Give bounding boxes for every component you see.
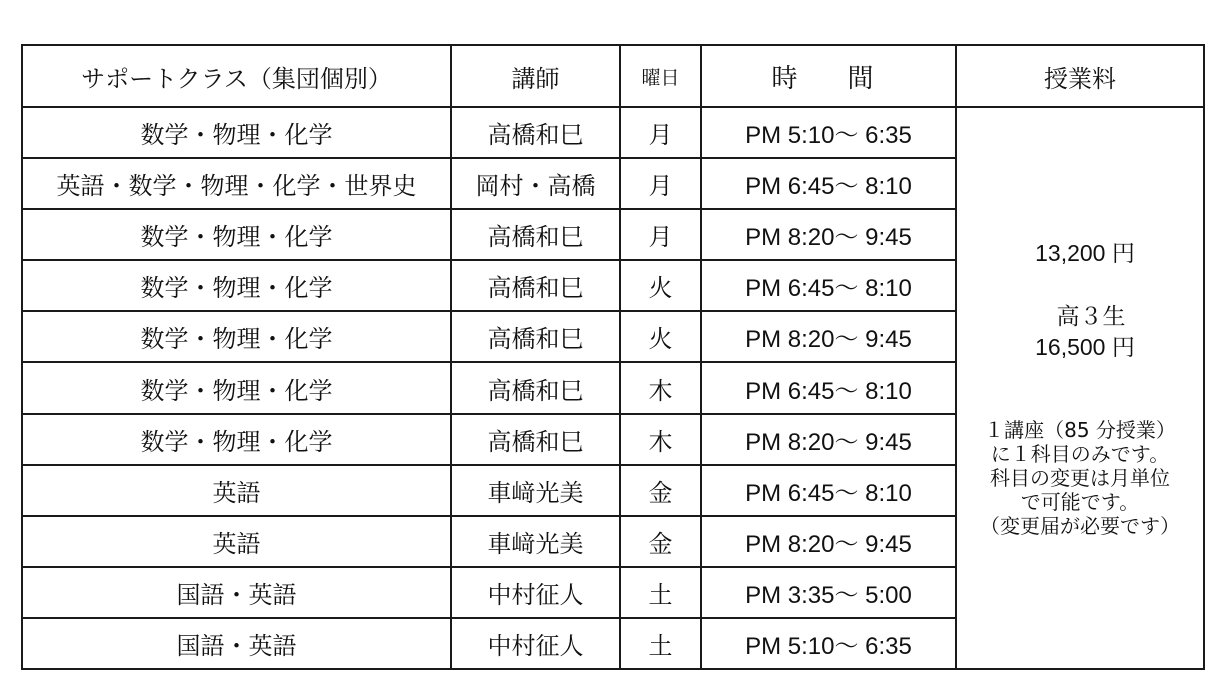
subject-cell: 英語 <box>22 516 451 567</box>
header-fee: 授業料 <box>956 45 1204 107</box>
header-time: 時 間 <box>701 45 956 107</box>
header-row <box>22 45 1204 107</box>
time-cell: PM 6:45〜 8:10 <box>701 260 956 311</box>
teacher-cell: 高橋和巳 <box>451 209 620 260</box>
subject-cell: 数学・物理・化学 <box>22 311 451 362</box>
teacher-cell: 高橋和巳 <box>451 107 620 158</box>
class-schedule-table <box>21 44 1205 670</box>
teacher-cell: 高橋和巳 <box>451 260 620 311</box>
subject-cell: 数学・物理・化学 <box>22 362 451 413</box>
teacher-cell: 中村征人 <box>451 567 620 618</box>
subject-cell: 数学・物理・化学 <box>22 107 451 158</box>
teacher-cell: 中村征人 <box>451 618 620 669</box>
teacher-cell: 岡村・高橋 <box>451 158 620 209</box>
subject-cell: 数学・物理・化学 <box>22 260 451 311</box>
time-cell: PM 8:20〜 9:45 <box>701 516 956 567</box>
header-class: サポートクラス（集団個別） <box>22 45 451 107</box>
day-cell: 金 <box>620 516 701 567</box>
day-cell: 火 <box>620 311 701 362</box>
day-cell: 木 <box>620 414 701 465</box>
teacher-cell: 高橋和巳 <box>451 362 620 413</box>
fee-cell <box>956 107 1204 669</box>
day-cell: 木 <box>620 362 701 413</box>
day-cell: 火 <box>620 260 701 311</box>
subject-cell: 英語・数学・物理・化学・世界史 <box>22 158 451 209</box>
day-cell: 土 <box>620 567 701 618</box>
header-teacher: 講師 <box>451 45 620 107</box>
time-cell: PM 5:10〜 6:35 <box>701 107 956 158</box>
subject-cell: 英語 <box>22 465 451 516</box>
time-cell: PM 8:20〜 9:45 <box>701 209 956 260</box>
day-cell: 月 <box>620 209 701 260</box>
time-cell: PM 6:45〜 8:10 <box>701 158 956 209</box>
fee-price: 13,200 円 <box>1035 240 1135 267</box>
time-cell: PM 6:45〜 8:10 <box>701 465 956 516</box>
time-cell: PM 5:10〜 6:35 <box>701 618 956 669</box>
time-cell: PM 8:20〜 9:45 <box>701 414 956 465</box>
table-row <box>22 107 1204 158</box>
time-cell: PM 3:35〜 5:00 <box>701 567 956 618</box>
subject-cell: 数学・物理・化学 <box>22 209 451 260</box>
time-cell: PM 8:20〜 9:45 <box>701 311 956 362</box>
time-cell: PM 6:45〜 8:10 <box>701 362 956 413</box>
teacher-cell: 高橋和巳 <box>451 311 620 362</box>
subject-cell: 数学・物理・化学 <box>22 414 451 465</box>
day-cell: 土 <box>620 618 701 669</box>
teacher-cell: 車﨑光美 <box>451 465 620 516</box>
teacher-cell: 高橋和巳 <box>451 414 620 465</box>
teacher-cell: 車﨑光美 <box>451 516 620 567</box>
header-day: 曜日 <box>620 45 701 107</box>
day-cell: 月 <box>620 107 701 158</box>
subject-cell: 国語・英語 <box>22 618 451 669</box>
fee-grade-price: 16,500 円 <box>1035 334 1135 361</box>
day-cell: 金 <box>620 465 701 516</box>
subject-cell: 国語・英語 <box>22 567 451 618</box>
day-cell: 月 <box>620 158 701 209</box>
fee-grade-label: 高３生 <box>1056 304 1126 331</box>
fee-note: １講座（85 分授業） に１科目のみです。 科目の変更は月単位 で可能です。 （変更届が必要です） <box>980 418 1180 539</box>
